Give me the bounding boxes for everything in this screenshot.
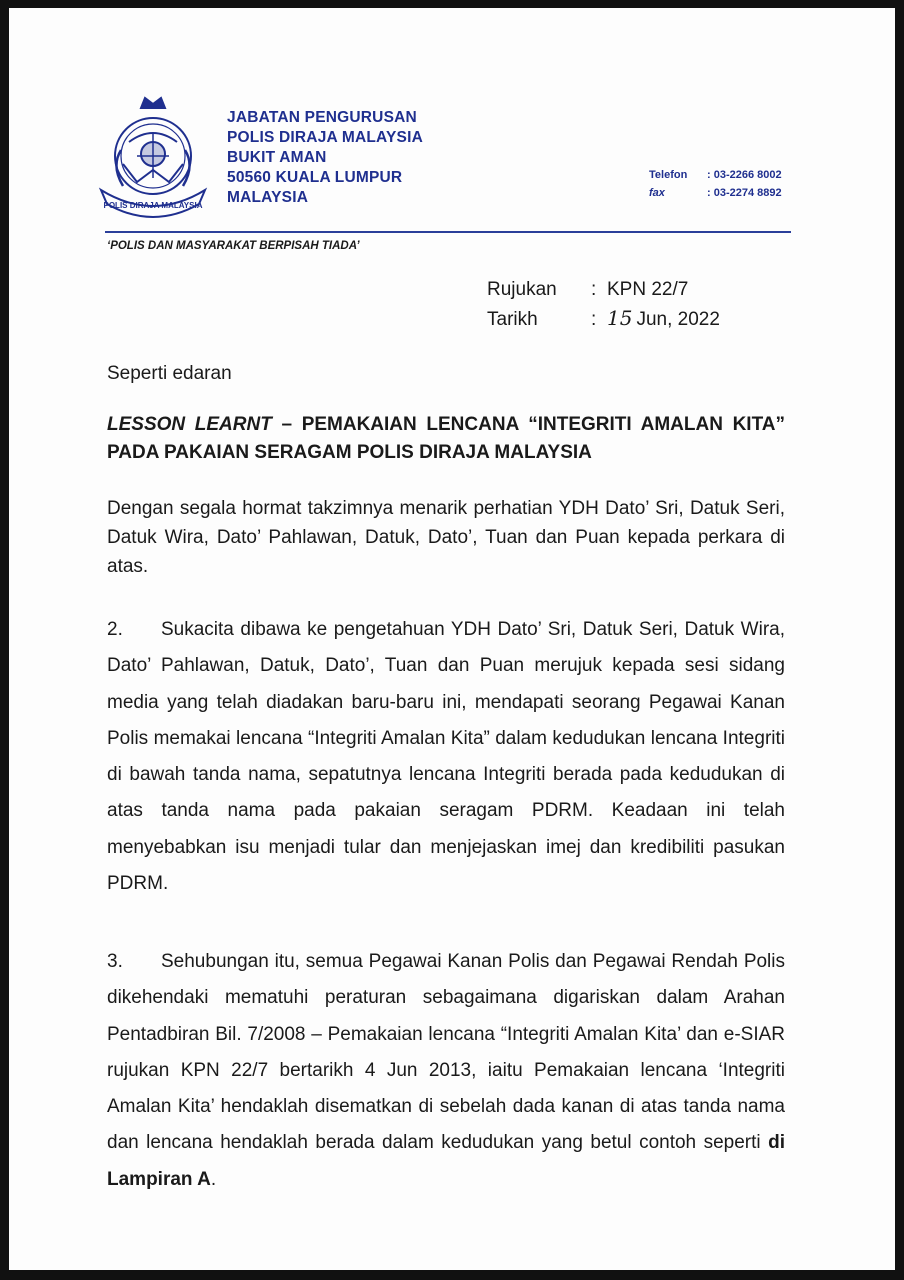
fax-label: fax <box>649 187 665 199</box>
telefon-value: : 03-2266 8002 <box>707 169 782 181</box>
tarikh-label: Tarikh <box>487 309 538 330</box>
paragraph-number: 3. <box>107 951 123 972</box>
subject-heading <box>107 411 785 467</box>
letter-page <box>9 8 895 1270</box>
address-line: BUKIT AMAN <box>227 149 327 166</box>
header-divider <box>105 231 791 233</box>
motto: ‘POLIS DAN MASYARAKAT BERPISAH TIADA’ <box>107 240 360 252</box>
telefon-label: Telefon <box>649 169 688 181</box>
paragraph-text: Sukacita dibawa ke pengetahuan YDH Dato’ Sri, Datuk Seri, Datuk Wira, Dato’ Pahlawan, Datuk, Dato’, Tuan dan Puan merujuk kepada sesi sidang media yang telah diadakan baru-baru ini, mendapati seorang Pegawai Kanan Polis memakai lencana “Integriti Amalan Kita” dalam kedudukan lencana Integriti di bawah tanda nama, sepatutnya lencana Integriti berada pada kedudukan di atas tanda nama pada pakaian seragam PDRM. Keadaan ini telah menyebabkan isu menjadi tular dan menjejaskan imej dan kredibiliti pasukan PDRM. <box>107 619 785 895</box>
tarikh-rest: Jun, 2022 <box>636 309 720 330</box>
tarikh-day-handwritten: 15 <box>607 306 633 330</box>
contact-info <box>649 166 782 202</box>
paragraph-text: Sehubungan itu, semua Pegawai Kanan Polis dan Pegawai Rendah Polis dikehendaki mematuhi peraturan sebagaimana digariskan dalam Arahan Pentadbiran Bil. 7/2008 – Pemakaian lencana “Integriti Amalan Kita’ dan e-SIAR rujukan KPN 22/7 bertarikh 4 Jun 2013, iaitu Pemakaian lencana ‘Integriti Amalan Kita’ hendaklah disematkan di sebelah dada kanan di atas tanda nama dan lencana hendaklah berada dalam kedudukan yang betul contoh seperti <box>107 951 785 1154</box>
rujukan-value: KPN 22/7 <box>607 279 689 300</box>
rujukan-label: Rujukan <box>487 279 557 300</box>
address-line: JABATAN PENGURUSAN <box>227 109 417 126</box>
svg-text:POLIS DIRAJA MALAYSIA: POLIS DIRAJA MALAYSIA <box>103 201 203 210</box>
letterhead-address <box>227 108 423 208</box>
reference-block: Rujukan : KPN 22/7 Tarikh : 15 Jun, 2022 <box>487 276 720 334</box>
address-line: MALAYSIA <box>227 189 309 206</box>
paragraph-3 <box>107 944 785 1198</box>
paragraph-end: . <box>210 1168 217 1190</box>
subject-italic: LESSON LEARNT <box>107 414 272 435</box>
paragraph-1: Dengan segala hormat takzimnya menarik perhatian YDH Dato’ Sri, Datuk Seri, Datuk Wira, Dato’ Pahlawan, Datuk, Dato’, Tuan dan Puan kepada perkara di atas. <box>107 498 785 577</box>
fax-value: : 03-2274 8892 <box>707 187 782 199</box>
subject-rest: – PEMAKAIAN LENCANA “INTEGRITI AMALAN KITA” PADA PAKAIAN SERAGAM POLIS DIRAJA MALAYSIA <box>107 414 786 463</box>
paragraph-2 <box>107 612 785 902</box>
address-line: POLIS DIRAJA MALAYSIA <box>227 129 423 146</box>
address-line: 50560 KUALA LUMPUR <box>227 169 403 186</box>
lampiran-reference: di Lampiran A <box>107 1132 785 1190</box>
paragraph-number: 2. <box>107 619 123 640</box>
salutation: Seperti edaran <box>107 363 232 384</box>
pdrm-crest-logo <box>93 94 213 224</box>
